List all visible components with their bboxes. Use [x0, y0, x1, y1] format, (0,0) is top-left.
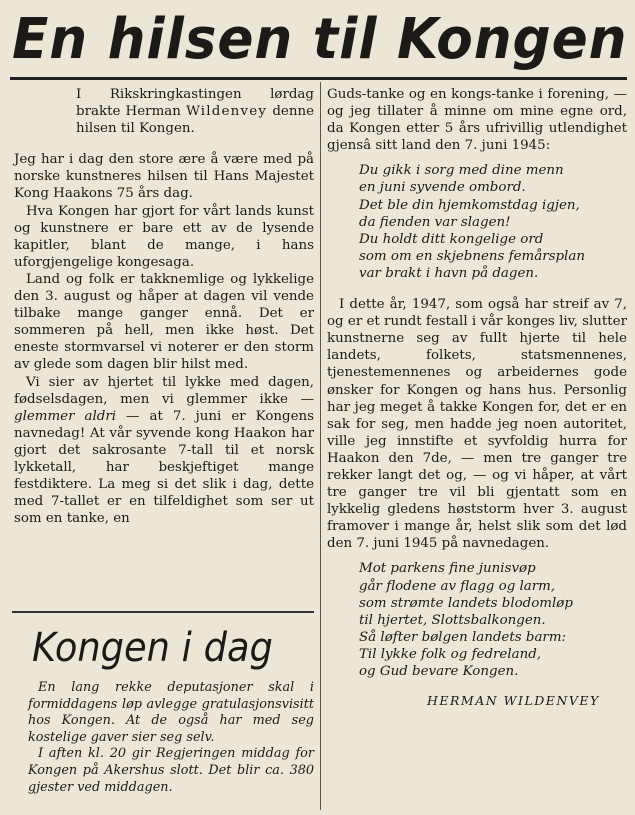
paragraph-4-text-end: — at 7. juni er Kongens navnedag! At vår syvende kong Haakon har gjort det sakrosante 7-tall til et norsk lykketall, har beskjeftiget mange festdiktere. La meg si det slik i dag, dette med 7-tallet er en tilfeldighet som ser ut som en tanke, en	[14, 408, 315, 527]
headline: En hilsen til Kongen	[12, 7, 628, 72]
section-rule	[12, 611, 314, 613]
paragraph-4	[14, 374, 314, 528]
paragraph-4-text: Vi sier av hjertet til lykke med dagen, fødselsdagen, men vi glemmer ikke —	[14, 374, 314, 407]
paragraph-1: Jeg har i dag den store ære å være med på norske kunstneres hilsen til Hans Majestet Kong Haakons 75 års dag.	[14, 152, 314, 202]
paragraph-4-emphasis: glemmer aldri	[14, 408, 117, 424]
kongen-i-dag-body	[28, 680, 314, 796]
lead-author-name: Wildenvey	[186, 104, 268, 120]
lead-text-end: denne hilsen til Kongen.	[76, 104, 314, 137]
kongen-paragraph-1: En lang rekke deputasjoner skal i formiddagens løp avlegge gratulasjonsvisitt hos Kongen. At de også har med seg kostelige gaver sier seg selv.	[28, 680, 314, 745]
kongen-paragraph-2: I aften kl. 20 gir Regjeringen middag for Kongen på Akershus slott. Det blir ca. 380 gjester ved middagen.	[28, 746, 314, 795]
paragraph-2: Hva Kongen har gjort for vårt lands kunst og kunstnere er bare ett av de lysende kapitler, blant de mange, i hans uforgjengelige kongesaga.	[14, 203, 314, 270]
signature: HERMAN WILDENVEY	[427, 693, 600, 709]
lead-text: I Rikskringkastingen lørdag brakte Herman	[76, 87, 314, 120]
poem-stanza-1: Du gikk i sorg med dine menn en juni syvende ombord. Det ble din hjemkomstdag igjen, da fienden var slagen! Du holdt ditt kongelige ord som om en skjebnens femårsplan var brakt i havn på dagen.	[359, 163, 585, 281]
lead-paragraph	[14, 86, 314, 137]
headline-rule	[10, 77, 627, 80]
right-paragraph-1: Guds-tanke og en kongs-tanke i forening, — og jeg tillater å minne om mine egne ord, da Kongen etter 5 års ufrivillig utlendighet gjensâ sitt land den 7. juni 1945:	[327, 87, 627, 154]
right-paragraph-2: I dette år, 1947, som også har streif av 7, og er et rundt festall i vår konges liv, slutter kunstnerne seg av fullt hjerte til hele landets, folkets, statsmennenes, tjenestemennenes og arbeidernes gode ønsker for Kongen og hans hus. Personlig har jeg meget å takke Kongen for, det er en sak for seg, men hadde jeg noen autoritet, ville jeg innstifte et syvfoldig hurra for Haakon den 7de, — men tre ganger tre rekker langt det og, — og vi håper, at vårt tre ganger tre vil bli gjentatt som en lykkelig gledens høststorm hver 3. august framover i mange år, helst slik som det lød den 7. juni 1945 på navnedagen.	[327, 297, 627, 552]
right-column	[327, 86, 627, 709]
column-divider	[320, 82, 321, 810]
kongen-i-dag-title: Kongen i dag	[32, 625, 273, 671]
paragraph-3: Land og folk er takknemlige og lykkelige den 3. august og håper at dagen vil vende tilbake mange ganger ennå. Det er sommeren på hell, men ikke høst. Det eneste stormvarsel vi noterer er den storm av glede som dagen blir hilst med.	[14, 271, 314, 373]
poem-stanza-2: Mot parkens fine junisvøp går flodene av flagg og larm, som strømte landets blodomløp til hjertet, Slottsbalkongen. Så løfter bølgen landets barm: Til lykke folk og fedreland, og Gud bevare Kongen.	[359, 561, 573, 679]
left-column	[14, 86, 314, 527]
